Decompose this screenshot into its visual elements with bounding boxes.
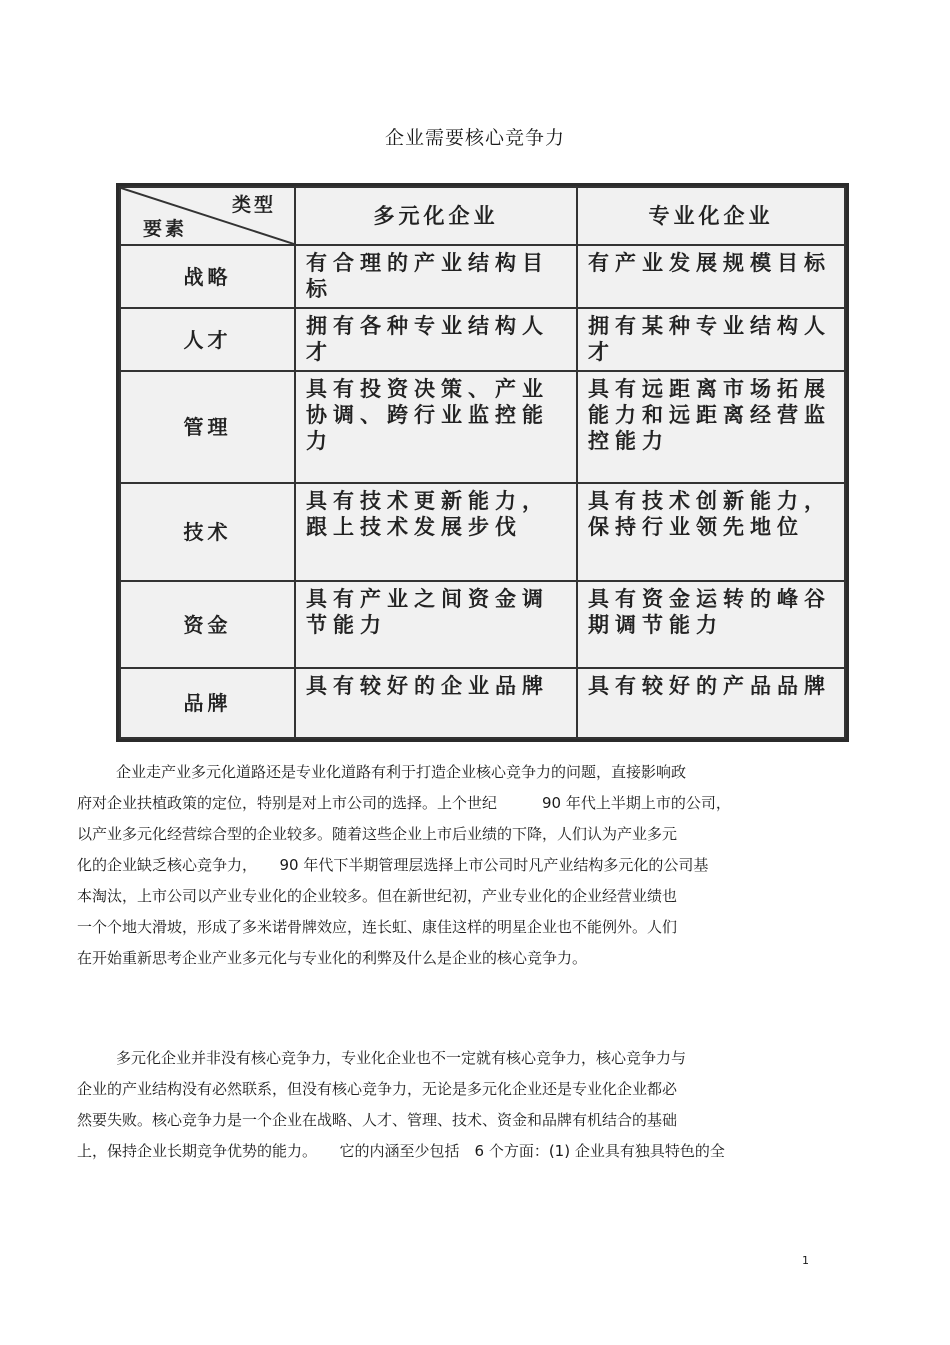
row-label: 品牌 — [120, 668, 295, 738]
page-number: 1 — [802, 1254, 809, 1267]
text-line: 企业的产业结构没有必然联系，但没有核心竞争力，无论是多元化企业还是专业化企业都必 — [77, 1080, 678, 1098]
row-label: 人才 — [120, 308, 295, 371]
specialized-cell: 具有较好的产品品牌 — [577, 668, 845, 738]
row-label: 技术 — [120, 483, 295, 581]
text-line: 然要失败。核心竞争力是一个企业在战略、人才、管理、技术、资金和品牌有机结合的基础 — [77, 1111, 678, 1129]
diversified-cell: 拥有各种专业结构人才 — [295, 308, 577, 371]
row-label: 资金 — [120, 581, 295, 668]
corner-type-label: 类型 — [231, 194, 276, 216]
diversified-cell: 具有较好的企业品牌 — [295, 668, 577, 738]
text-line: 上，保持企业长期竞争优势的能力。 它的内涵至少包括 6 个方面：(1) 企业具有独具特色的全 — [77, 1142, 725, 1160]
table-corner-cell — [120, 187, 295, 245]
specialized-cell: 有产业发展规模目标 — [577, 245, 845, 308]
specialized-cell: 具有技术创新能力，保持行业领先地位 — [577, 483, 845, 581]
column-header-specialized: 专业化企业 — [577, 187, 845, 245]
body-paragraph-2 — [77, 1043, 867, 1167]
text-line: 多元化企业并非没有核心竞争力，专业化企业也不一定就有核心竞争力，核心竞争力与 — [116, 1049, 687, 1067]
text-line: 一个个地大滑坡，形成了多米诺骨牌效应，连长虹、康佳这样的明星企业也不能例外。人们 — [77, 918, 678, 936]
comparison-table — [119, 186, 846, 739]
diversified-cell: 具有产业之间资金调节能力 — [295, 581, 577, 668]
specialized-cell: 具有资金运转的峰谷期调节能力 — [577, 581, 845, 668]
text-line: 本淘汰，上市公司以产业专业化的企业较多。但在新世纪初，产业专业化的企业经营业绩也 — [77, 887, 678, 905]
page-title: 企业需要核心竞争力 — [384, 127, 565, 149]
column-header-diversified: 多元化企业 — [295, 187, 577, 245]
row-label: 战略 — [120, 245, 295, 308]
diversified-cell: 具有技术更新能力，跟上技术发展步伐 — [295, 483, 577, 581]
text-line: 府对企业扶植政策的定位，特别是对上市公司的选择。上个世纪 90 年代上半期上市的公司， — [77, 794, 731, 812]
comparison-table-image — [116, 183, 849, 742]
text-line: 在开始重新思考企业产业多元化与专业化的利弊及什么是企业的核心竞争力。 — [77, 949, 588, 967]
body-paragraph-1 — [77, 757, 867, 974]
diversified-cell: 具有投资决策、产业协调、跨行业监控能力 — [295, 371, 577, 483]
text-line: 以产业多元化经营综合型的企业较多。随着这些企业上市后业绩的下降，人们认为产业多元 — [77, 825, 678, 843]
specialized-cell: 拥有某种专业结构人才 — [577, 308, 845, 371]
diversified-cell: 有合理的产业结构目标 — [295, 245, 577, 308]
text-line: 企业走产业多元化道路还是专业化道路有利于打造企业核心竞争力的问题，直接影响政 — [116, 763, 687, 781]
row-label: 管理 — [120, 371, 295, 483]
text-line: 化的企业缺乏核心竞争力， 90 年代下半期管理层选择上市公司时凡产业结构多元化的公司基 — [77, 856, 709, 874]
specialized-cell: 具有远距离市场拓展能力和远距离经营监控能力 — [577, 371, 845, 483]
corner-element-label: 要素 — [143, 218, 188, 240]
